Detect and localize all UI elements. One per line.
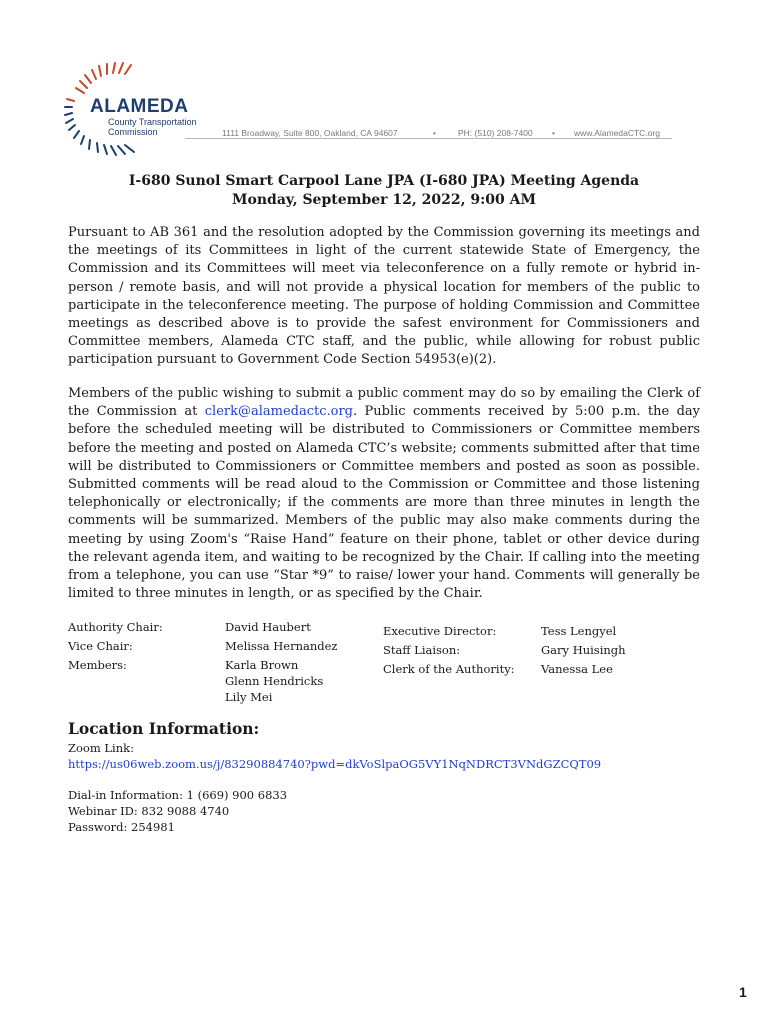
member-name: Karla Brown bbox=[225, 658, 299, 672]
clerk-name: Vanessa Lee bbox=[541, 662, 613, 676]
header-phone: PH: (510) 208-7400 bbox=[458, 128, 533, 138]
public-comment-paragraph bbox=[68, 385, 700, 603]
member-name: Glenn Hendricks bbox=[225, 674, 324, 688]
header-website: www.AlamedaCTC.org bbox=[574, 128, 660, 138]
roster-left-names bbox=[225, 619, 337, 705]
clerk-label: Clerk of the Authority: bbox=[383, 662, 515, 676]
logo-subtitle-line1: County Transportation bbox=[108, 117, 197, 127]
member-name: Lily Mei bbox=[225, 690, 273, 704]
executive-director-label: Executive Director: bbox=[383, 624, 497, 638]
roster-left-labels bbox=[68, 619, 163, 673]
vice-chair-label: Vice Chair: bbox=[68, 639, 133, 653]
ab361-paragraph: Pursuant to AB 361 and the resolution adopted by the Commission governing its meetings and the meetings of its Committees in light of the current statewide State of Emergency, the Commission and its Committees will meet via teleconference on a fully remote or hybrid in-person / remote basis, and will not provide a physical location for members of the public to participate in the teleconference meeting. The purpose of holding Commission and Committee meetings as described above is to provide the safest environment for Commissioners and Committee members, Alameda CTC staff, and the public, while allowing for robust public participation pursuant to Government Code Section 54953(e)(2). bbox=[68, 225, 700, 368]
zoom-link[interactable]: https://us06web.zoom.us/j/83290884740?pwd=dkVoSlpaOG5VY1NqNDRCT3VNdGZCQT09 bbox=[68, 757, 602, 771]
staff-liaison-label: Staff Liaison: bbox=[383, 643, 461, 657]
logo-subtitle bbox=[108, 117, 197, 137]
clerk-email-link[interactable]: clerk@alamedactc.org bbox=[204, 404, 354, 420]
zoom-link-label: Zoom Link: bbox=[68, 741, 134, 755]
staff-liaison-name: Gary Huisingh bbox=[541, 643, 626, 657]
logo-wordmark: ALAMEDA bbox=[90, 96, 189, 117]
header-bullet-1: • bbox=[433, 128, 436, 138]
header-divider bbox=[185, 138, 672, 139]
page-number: 1 bbox=[739, 984, 747, 1000]
executive-director-name: Tess Lengyel bbox=[541, 624, 617, 638]
public-comment-text-start: Members of the public wishing to submit a public comment may do so by emailing the Clerk of the Commission at bbox=[68, 386, 700, 420]
public-comment-text-end: . Public comments received by 5:00 p.m. the day before the scheduled meeting will be distributed to Commissioners or Committee members before the meeting and posted on Alameda CTC’s website; comments submitted after that time will be distributed to Commissioners or Committee members and posted as soon as possible. Submitted comments will be read aloud to the Commission or Committee and those listening telephonically or electronically; if the comments are more than three minutes in length the comments will be summarized. Members of the public may also make comments during the meeting by using Zoom's “Raise Hand” feature on their phone, tablet or other device during the relevant agenda item, and waiting to be recognized by the Chair. If calling into the meeting from a telephone, you can use “Star *9” to raise/ lower your hand. Comments will generally be limited to three minutes in length, or as specified by the Chair. bbox=[68, 404, 700, 602]
agenda-title bbox=[68, 172, 700, 210]
agenda-title-date: Monday, September 12, 2022, 9:00 AM bbox=[232, 192, 536, 208]
vice-chair-name: Melissa Hernandez bbox=[225, 639, 338, 653]
header-address: 1111 Broadway, Suite 800, Oakland, CA 94607 bbox=[222, 128, 398, 138]
header-bullet-2: • bbox=[552, 128, 555, 138]
logo-subtitle-line2: Commission bbox=[108, 127, 158, 137]
agenda-title-line1: I-680 Sunol Smart Carpool Lane JPA (I-680 JPA) Meeting Agenda bbox=[128, 173, 640, 189]
location-heading: Location Information: bbox=[68, 719, 260, 738]
authority-chair-label: Authority Chair: bbox=[68, 620, 163, 634]
authority-chair-name: David Haubert bbox=[225, 620, 311, 634]
members-label: Members: bbox=[68, 658, 127, 672]
dial-in-info: Dial-in Information: 1 (669) 900 6833 bbox=[68, 788, 288, 802]
roster-right-labels bbox=[383, 623, 515, 677]
webinar-id: Webinar ID: 832 9088 4740 bbox=[68, 804, 230, 818]
roster-right-names bbox=[541, 623, 626, 677]
meeting-password: Password: 254981 bbox=[68, 820, 175, 834]
